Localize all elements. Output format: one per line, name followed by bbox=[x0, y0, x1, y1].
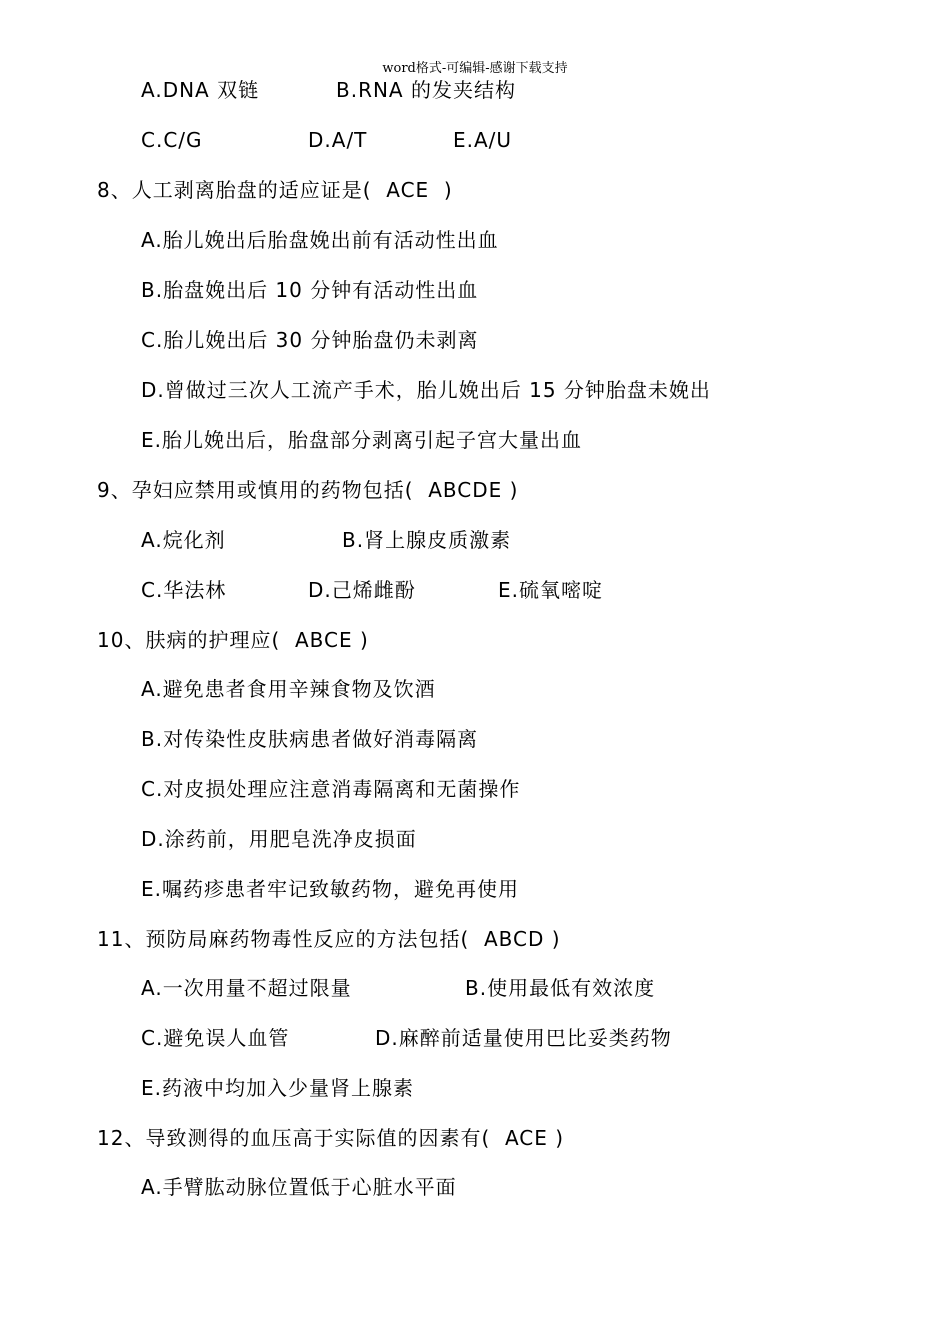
option-11-b: B.使用最低有效浓度 bbox=[465, 976, 656, 1000]
question-8: 8、人工剥离胎盘的适应证是( ACE ) bbox=[97, 178, 453, 202]
option-7-c: C.C/G bbox=[141, 128, 203, 152]
option-8-c: C.胎儿娩出后 30 分钟胎盘仍未剥离 bbox=[141, 328, 479, 352]
option-10-d: D.涂药前，用肥皂洗净皮损面 bbox=[141, 827, 417, 851]
option-11-a: A.一次用量不超过限量 bbox=[141, 976, 352, 1000]
option-7-e: E.A/U bbox=[453, 128, 513, 152]
question-10: 10、肤病的护理应( ABCE ) bbox=[97, 628, 369, 652]
option-7-b: B.RNA 的发夹结构 bbox=[336, 78, 516, 102]
option-10-c: C.对皮损处理应注意消毒隔离和无菌操作 bbox=[141, 777, 521, 801]
option-9-e: E.硫氧嘧啶 bbox=[498, 578, 603, 602]
option-11-e: E.药液中均加入少量肾上腺素 bbox=[141, 1076, 414, 1100]
option-10-a: A.避免患者食用辛辣食物及饮酒 bbox=[141, 677, 436, 701]
option-8-a: A.胎儿娩出后胎盘娩出前有活动性出血 bbox=[141, 228, 499, 252]
option-8-e: E.胎儿娩出后，胎盘部分剥离引起子宫大量出血 bbox=[141, 428, 582, 452]
option-9-d: D.己烯雌酚 bbox=[308, 578, 416, 602]
page-header: word格式-可编辑-感谢下载支持 bbox=[382, 61, 568, 76]
option-10-e: E.嘱药疹患者牢记致敏药物，避免再使用 bbox=[141, 877, 519, 901]
option-9-b: B.肾上腺皮质激素 bbox=[342, 528, 512, 552]
option-10-b: B.对传染性皮肤病患者做好消毒隔离 bbox=[141, 727, 479, 751]
option-12-a: A.手臂肱动脉位置低于心脏水平面 bbox=[141, 1175, 457, 1199]
option-8-b: B.胎盘娩出后 10 分钟有活动性出血 bbox=[141, 278, 479, 302]
option-9-a: A.烷化剂 bbox=[141, 528, 226, 552]
option-9-c: C.华法林 bbox=[141, 578, 227, 602]
question-12: 12、导致测得的血压高于实际值的因素有( ACE ) bbox=[97, 1126, 565, 1150]
question-11: 11、预防局麻药物毒性反应的方法包括( ABCD ) bbox=[97, 927, 561, 951]
option-7-a: A.DNA 双链 bbox=[141, 78, 260, 102]
option-11-c: C.避免误人血管 bbox=[141, 1026, 290, 1050]
question-9: 9、孕妇应禁用或慎用的药物包括( ABCDE ) bbox=[97, 478, 519, 502]
option-11-d: D.麻醉前适量使用巴比妥类药物 bbox=[375, 1026, 672, 1050]
option-7-d: D.A/T bbox=[308, 128, 368, 152]
option-8-d: D.曾做过三次人工流产手术，胎儿娩出后 15 分钟胎盘未娩出 bbox=[141, 378, 711, 402]
